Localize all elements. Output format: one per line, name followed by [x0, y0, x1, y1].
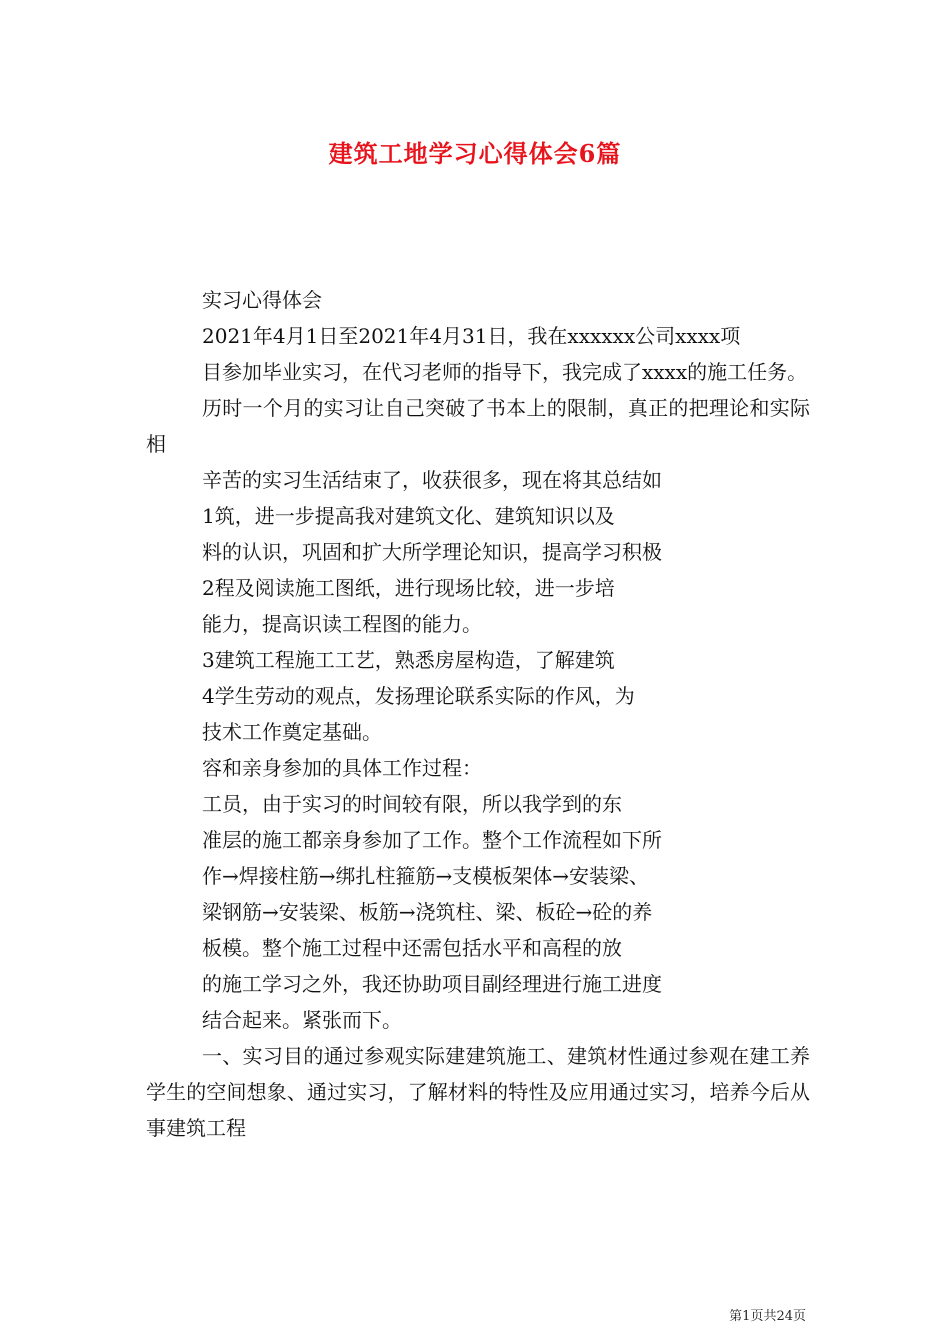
paragraph: 梁钢筋→安装梁、板筋→浇筑柱、梁、板砼→砼的养 [202, 900, 653, 924]
paragraph: 作→焊接柱筋→绑扎柱箍筋→支模板架体→安装梁、 [202, 864, 650, 888]
paragraph: 的施工学习之外，我还协助项目副经理进行施工进度 [202, 972, 662, 996]
paragraph: 准层的施工都亲身参加了工作。整个工作流程如下所 [202, 828, 662, 852]
paragraph: 技术工作奠定基础。 [202, 720, 382, 744]
paragraph: 4学生劳动的观点，发扬理论联系实际的作风，为 [202, 684, 635, 708]
paragraph: 3建筑工程施工工艺，熟悉房屋构造，了解建筑 [202, 648, 615, 672]
page-number-footer: 第1页共24页 [729, 1309, 806, 1324]
paragraph: 料的认识，巩固和扩大所学理论知识，提高学习积极 [202, 540, 662, 564]
paragraph: 容和亲身参加的具体工作过程： [202, 756, 482, 780]
paragraph: 辛苦的实习生活结束了，收获很多，现在将其总结如 [202, 468, 662, 492]
paragraph: 工员，由于实习的时间较有限，所以我学到的东 [202, 792, 622, 816]
paragraph: 结合起来。紧张而下。 [202, 1008, 402, 1032]
paragraph: 1筑，进一步提高我对建筑文化、建筑知识以及 [202, 504, 615, 528]
paragraph: 2程及阅读施工图纸，进行现场比较，进一步培 [202, 576, 615, 600]
document-title: 建筑工地学习心得体会6篇 [328, 139, 622, 168]
paragraph: 目参加毕业实习，在代习老师的指导下，我完成了xxxx的施工任务。 [202, 360, 808, 384]
paragraph: 板模。整个施工过程中还需包括水平和高程的放 [202, 936, 622, 960]
paragraph: 历时一个月的实习让自己突破了书本上的限制，真正的把理论和实际相 [146, 396, 810, 456]
paragraph: 实习心得体会 [202, 288, 322, 312]
paragraph: 能力，提高识读工程图的能力。 [202, 612, 482, 636]
paragraph: 2021年4月1日至2021年4月31日，我在xxxxxx公司xxxx项 [202, 324, 741, 348]
paragraph: 一、实习目的通过参观实际建建筑施工、建筑材性通过参观在建工养学生的空间想象、通过实习，了解材料的特性及应用通过实习，培养今后从事建筑工程 [146, 1044, 810, 1140]
document-body [146, 282, 810, 1146]
